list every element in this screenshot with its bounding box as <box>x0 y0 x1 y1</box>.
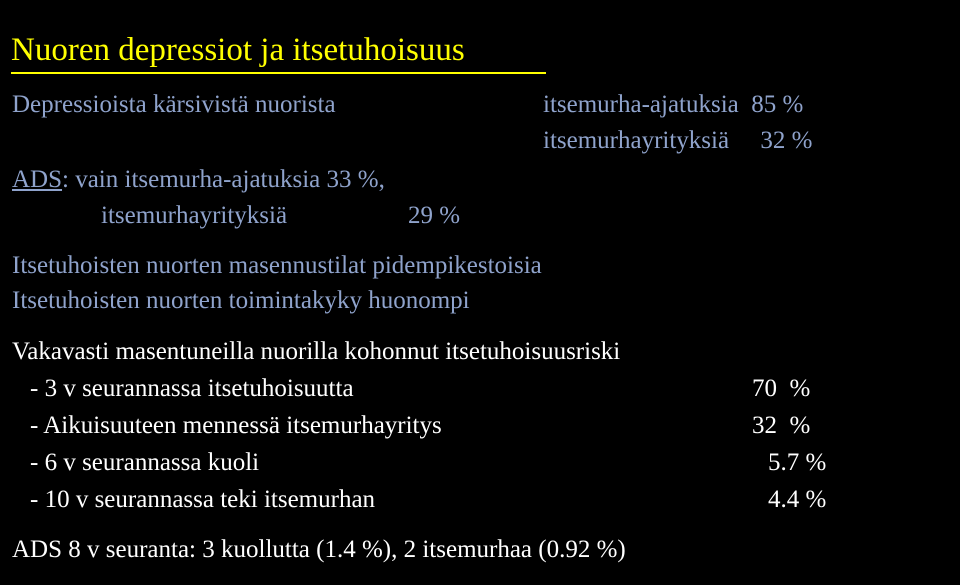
self-harm-line-1: Itsetuhoisten nuorten masennustilat pidempikestoisia <box>12 252 542 279</box>
severe-row-value: 4.4 % <box>768 486 827 513</box>
self-harm-line-2: Itsetuhoisten nuorten toimintakyky huonompi <box>12 287 470 314</box>
severe-row-value: 32 % <box>752 412 811 439</box>
severe-row-value: 5.7 % <box>768 449 827 476</box>
ads-line-1 <box>12 165 385 195</box>
severe-row-label: - 6 v seurannassa kuoli <box>30 449 260 476</box>
ads-followup: ADS 8 v seuranta: 3 kuollutta (1.4 %), 2 itsemurhaa (0.92 %) <box>12 536 626 563</box>
slide-title: Nuoren depressiot ja itsetuhoisuus <box>11 28 546 74</box>
ads-abbreviation: ADS <box>12 166 63 193</box>
ads-attempts-label: itsemurhayrityksiä <box>101 202 288 229</box>
ads-ideation-text: : vain itsemurha-ajatuksia 33 %, <box>62 166 385 193</box>
depression-ideation: itsemurha-ajatuksia 85 % <box>543 91 804 118</box>
severe-row-label: - Aikuisuuteen mennessä itsemurhayritys <box>30 412 442 439</box>
severe-heading: Vakavasti masentuneilla nuorilla kohonnut itsetuhoisuusriski <box>12 338 621 365</box>
depression-label: Depressioista kärsivistä nuorista <box>12 91 336 118</box>
ads-attempts-value: 29 % <box>408 202 461 229</box>
severe-row-label: - 10 v seurannassa teki itsemurhan <box>30 486 376 513</box>
severe-row-value: 70 % <box>752 375 811 402</box>
severe-row-label: - 3 v seurannassa itsetuhoisuutta <box>30 375 354 402</box>
depression-attempts: itsemurhayrityksiä 32 % <box>543 127 813 154</box>
